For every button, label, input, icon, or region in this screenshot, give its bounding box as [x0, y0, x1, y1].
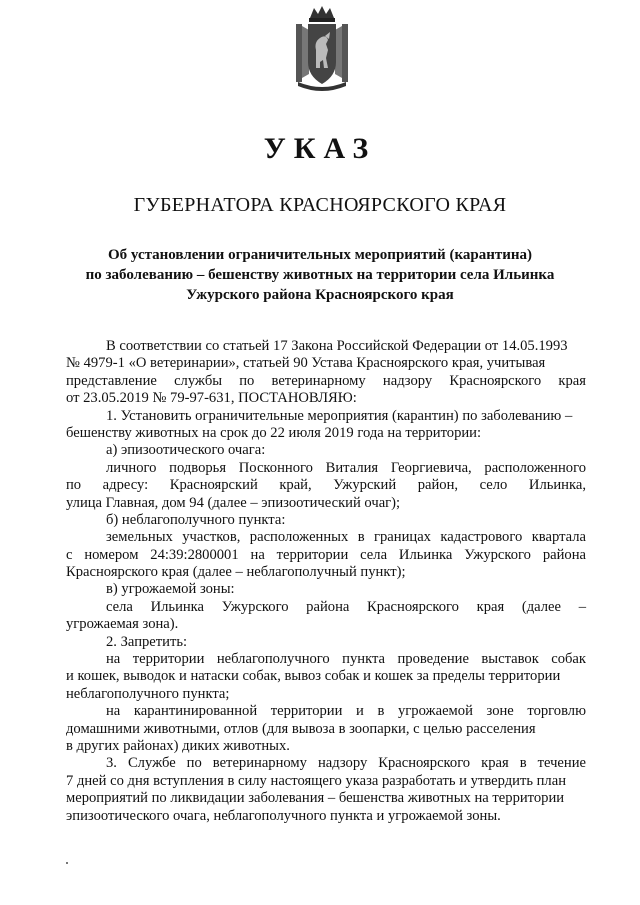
decree-heading	[64, 245, 576, 305]
body-line: земельных участков, расположенных в границах кадастрового квартала	[106, 529, 586, 546]
subclause-b: б) неблагополучного пункта:	[106, 511, 286, 528]
body-line: бешенству животных на срок до 22 июля 2019 года на территории:	[66, 424, 482, 441]
issuer-subtitle: ГУБЕРНАТОРА КРАСНОЯРСКОГО КРАЯ	[133, 194, 507, 216]
decree-body	[66, 338, 586, 825]
body-line: личного подворья Посконного Виталия Георгиевича, расположенного	[106, 459, 586, 476]
body-line: улица Главная, дом 94 (далее – эпизоотический очаг);	[66, 494, 401, 511]
body-line: № 4979-1 «О ветеринарии», статьей 90 Устава Красноярского края, учитывая	[66, 355, 546, 372]
clause-1: 1. Установить ограничительные мероприятия (карантин) по заболеванию –	[106, 407, 573, 424]
body-line: домашними животными, отлов (для вывоза в зоопарки, с целью расселения	[66, 720, 536, 737]
body-line: мероприятий по ликвидации заболевания – бешенства животных на территории	[66, 790, 565, 807]
body-line: эпизоотического очага, неблагополучного пункта и угрожаемой зоны.	[66, 807, 501, 824]
decree-title: УКАЗ	[263, 132, 377, 165]
clause-2: 2. Запретить:	[106, 633, 188, 650]
body-line: и кошек, выводок и натаски собак, вывоз собак и кошек за пределы территории	[66, 668, 561, 685]
body-line: по адресу: Красноярский край, Ужурский район, село Ильинка,	[66, 477, 586, 494]
body-line: неблагополучного пункта;	[66, 685, 230, 702]
body-line: села Ильинка Ужурского района Красноярского края (далее –	[106, 598, 586, 615]
body-line: на территории неблагополучного пункта проведение выставок собак	[106, 651, 586, 668]
body-line: в других районах) диких животных.	[66, 737, 290, 754]
body-line: от 23.05.2019 № 79-97-631, ПОСТАНОВЛЯЮ:	[66, 390, 357, 407]
body-line: В соответствии со статьей 17 Закона Российской Федерации от 14.05.1993	[106, 338, 568, 354]
scan-speck	[66, 862, 68, 864]
body-line: 7 дней со дня вступления в силу настоящего указа разработать и утвердить план	[66, 772, 566, 789]
subclause-a: а) эпизоотического очага:	[106, 442, 266, 459]
body-line: Красноярского края (далее – неблагополучный пункт);	[66, 564, 406, 581]
body-line: угрожаемая зона).	[66, 616, 179, 633]
heading-line: Об установлении ограничительных мероприятий (карантина)	[107, 247, 532, 263]
clause-3: 3. Службе по ветеринарному надзору Красноярского края в течение	[106, 755, 586, 772]
krasnoyarsk-coat-of-arms-icon	[292, 4, 352, 94]
body-line: на карантинированной территории и в угрожаемой зоне торговлю	[106, 703, 586, 720]
heading-line: Ужурского района Красноярского края	[186, 287, 454, 303]
heading-line: по заболеванию – бешенству животных на территории села Ильинка	[85, 267, 555, 283]
body-line: с номером 24:39:2800001 на территории села Ильинка Ужурского района	[66, 546, 586, 563]
subclause-c: в) угрожаемой зоны:	[106, 581, 235, 598]
body-line: представление службы по ветеринарному надзору Красноярского края	[66, 372, 586, 389]
